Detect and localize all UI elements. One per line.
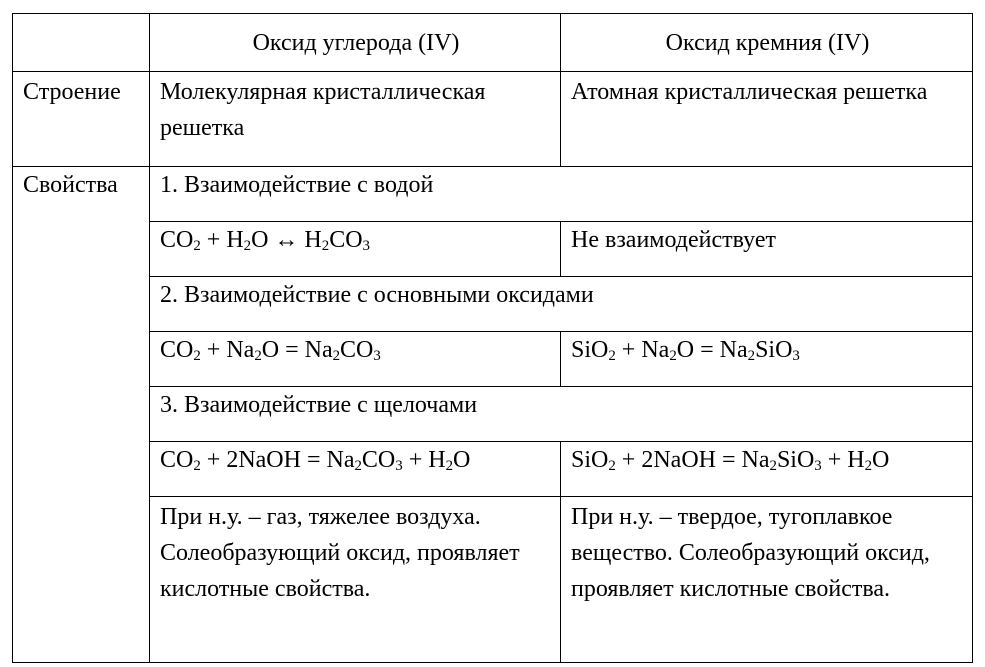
formula-subscript: 3 <box>395 457 403 474</box>
header-silicon-oxide: Оксид кремния (IV) <box>561 14 973 72</box>
structure-label: Строение <box>13 72 150 167</box>
alkalis-reaction-row <box>13 442 973 497</box>
basic-oxides-silicon-equation: $SiO_2 + Na_2O = Na_2SiO_3$ <box>561 332 973 387</box>
header-row <box>13 14 973 72</box>
structure-silicon: Атомная кристаллическая решетка <box>561 72 973 167</box>
description-silicon: При н.у. – твердое, тугоплавкое вещество. Солеобразующий оксид, проявляет кислотные свойства. <box>561 497 973 663</box>
water-carbon-equation: $CO_2 + H_2O$ ↔ $H_2CO_3$ <box>150 222 561 277</box>
basic-oxides-title-row <box>13 277 973 332</box>
corner-cell <box>13 14 150 72</box>
formula-subscript: 2 <box>254 347 262 364</box>
basic-oxides-reaction-row <box>13 332 973 387</box>
formula-subscript: 3 <box>362 237 370 254</box>
basic-oxides-carbon-equation: $CO_2 + Na_2O = Na_2CO_3$ <box>150 332 561 387</box>
alkalis-carbon-equation: $CO_2$ + 2NaOH = $Na_2CO_3 + H_2O$ <box>150 442 561 497</box>
formula-subscript: 2 <box>332 347 341 364</box>
alkalis-title: 3. Взаимодействие с щелочами <box>150 387 973 442</box>
formula-subscript: 3 <box>814 457 822 474</box>
formula-subscript: 2 <box>864 457 873 474</box>
formula-subscript: 2 <box>445 457 454 474</box>
formula-subscript: 2 <box>608 457 616 474</box>
description-carbon: При н.у. – газ, тяжелее воздуха. Солеобразующий оксид, проявляет кислотные свойства. <box>150 497 561 663</box>
header-carbon-oxide: Оксид углерода (IV) <box>150 14 561 72</box>
formula-subscript: 2 <box>193 347 201 364</box>
description-row <box>13 497 973 663</box>
formula-subscript: 2 <box>669 347 677 364</box>
formula-subscript: 2 <box>354 457 362 474</box>
structure-carbon: Молекулярная кристаллическая решетка <box>150 72 561 167</box>
water-reaction-row <box>13 222 973 277</box>
formula-subscript: 2 <box>193 457 201 474</box>
properties-label: Свойства <box>13 167 150 663</box>
alkalis-silicon-equation: SiO$_2$ + 2NaOH = $Na_2SiO_3 + H_2O$ <box>561 442 973 497</box>
formula-subscript: 2 <box>321 237 330 254</box>
formula-subscript: 2 <box>769 457 777 474</box>
oxides-comparison-table <box>12 13 973 663</box>
formula-subscript: 2 <box>243 237 252 254</box>
water-title: 1. Взаимодействие с водой <box>150 167 973 222</box>
alkalis-title-row <box>13 387 973 442</box>
water-silicon-result: Не взаимодействует <box>561 222 973 277</box>
formula-subscript: 2 <box>747 347 756 364</box>
structure-row <box>13 72 973 167</box>
formula-subscript: 2 <box>193 237 201 254</box>
formula-subscript: 3 <box>373 347 381 364</box>
formula-subscript: 2 <box>608 347 616 364</box>
basic-oxides-title: 2. Взаимодействие с основными оксидами <box>150 277 973 332</box>
formula-subscript: 3 <box>792 347 800 364</box>
water-title-row <box>13 167 973 222</box>
